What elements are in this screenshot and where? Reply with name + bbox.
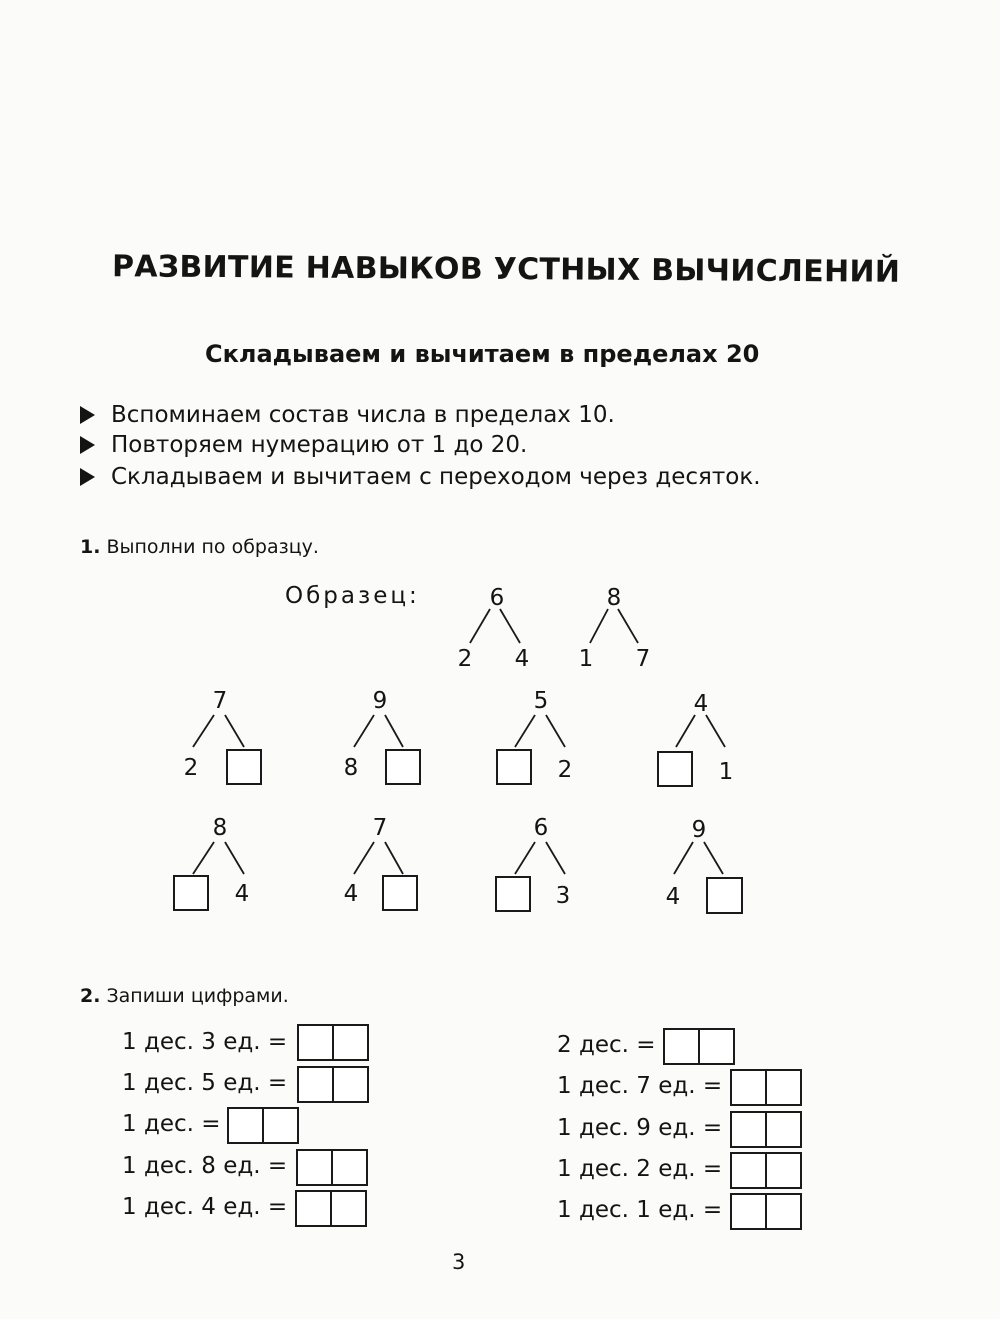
task-text: Выполни по образцу. xyxy=(106,536,319,558)
tree-top-number: 9 xyxy=(691,817,707,843)
answer-box[interactable] xyxy=(495,876,531,912)
tens-units-label: 1 дес. 8 ед. = xyxy=(122,1153,288,1179)
two-digit-answer-box[interactable] xyxy=(227,1107,299,1144)
two-digit-answer-box[interactable] xyxy=(297,1024,369,1061)
tens-units-label: 1 дес. 2 ед. = xyxy=(557,1156,723,1182)
tree-left-number: 8 xyxy=(343,755,359,781)
answer-box[interactable] xyxy=(173,875,209,911)
tree-right-number: 2 xyxy=(557,757,573,783)
two-digit-answer-box[interactable] xyxy=(730,1069,802,1106)
tens-units-label: 1 дес. 5 ед. = xyxy=(122,1070,288,1096)
tree-top-number: 4 xyxy=(693,691,709,717)
answer-box[interactable] xyxy=(226,749,262,785)
tree-top-number: 7 xyxy=(372,815,388,841)
sample-right-number: 4 xyxy=(514,646,530,672)
tree-top-number: 7 xyxy=(212,688,228,714)
sample-left-number: 2 xyxy=(457,646,473,672)
two-digit-answer-box[interactable] xyxy=(730,1193,802,1230)
task-2-heading xyxy=(80,985,289,1007)
page-number: 3 xyxy=(452,1250,466,1274)
sample-label: Образец: xyxy=(285,583,420,609)
answer-box[interactable] xyxy=(657,751,693,787)
tree-top-number: 8 xyxy=(212,815,228,841)
task-text: Запиши цифрами. xyxy=(106,985,289,1007)
tree-right-number: 3 xyxy=(555,883,571,909)
tree-left-number: 4 xyxy=(665,884,681,910)
tens-units-label: 1 дес. 7 ед. = xyxy=(557,1073,723,1099)
section-subtitle: Складываем и вычитаем в пределах 20 xyxy=(205,340,760,368)
two-digit-answer-box[interactable] xyxy=(296,1149,368,1186)
two-digit-answer-box[interactable] xyxy=(297,1066,369,1103)
sample-top-number: 8 xyxy=(606,585,622,611)
tens-units-label: 1 дес. = xyxy=(122,1111,221,1137)
bullet-text: Повторяем нумерацию от 1 до 20. xyxy=(111,432,528,458)
answer-box[interactable] xyxy=(496,749,532,785)
tree-right-number: 4 xyxy=(234,881,250,907)
tens-units-label: 1 дес. 1 ед. = xyxy=(557,1197,723,1223)
answer-box[interactable] xyxy=(706,877,743,914)
sample-left-number: 1 xyxy=(578,646,594,672)
bullet-text: Вспоминаем состав числа в пределах 10. xyxy=(111,402,615,428)
tree-top-number: 9 xyxy=(372,688,388,714)
tens-units-label: 1 дес. 3 ед. = xyxy=(122,1029,288,1055)
tens-units-label: 2 дес. = xyxy=(557,1032,656,1058)
tree-left-number: 4 xyxy=(343,881,359,907)
task-number: 2. xyxy=(80,985,101,1007)
two-digit-answer-box[interactable] xyxy=(730,1152,802,1189)
two-digit-answer-box[interactable] xyxy=(730,1111,802,1148)
bullet-text: Складываем и вычитаем с переходом через десяток. xyxy=(111,464,761,490)
tree-right-number: 1 xyxy=(718,759,734,785)
sample-top-number: 6 xyxy=(489,585,505,611)
answer-box[interactable] xyxy=(382,875,418,911)
two-digit-answer-box[interactable] xyxy=(295,1190,367,1227)
tens-units-label: 1 дес. 4 ед. = xyxy=(122,1194,288,1220)
sample-right-number: 7 xyxy=(635,646,651,672)
tree-top-number: 5 xyxy=(533,688,549,714)
tens-units-label: 1 дес. 9 ед. = xyxy=(557,1115,723,1141)
tree-top-number: 6 xyxy=(533,815,549,841)
answer-box[interactable] xyxy=(385,749,421,785)
task-number: 1. xyxy=(80,536,101,558)
page-title: РАЗВИТИЕ НАВЫКОВ УСТНЫХ ВЫЧИСЛЕНИЙ xyxy=(111,249,901,290)
tree-left-number: 2 xyxy=(183,755,199,781)
two-digit-answer-box[interactable] xyxy=(663,1028,735,1065)
